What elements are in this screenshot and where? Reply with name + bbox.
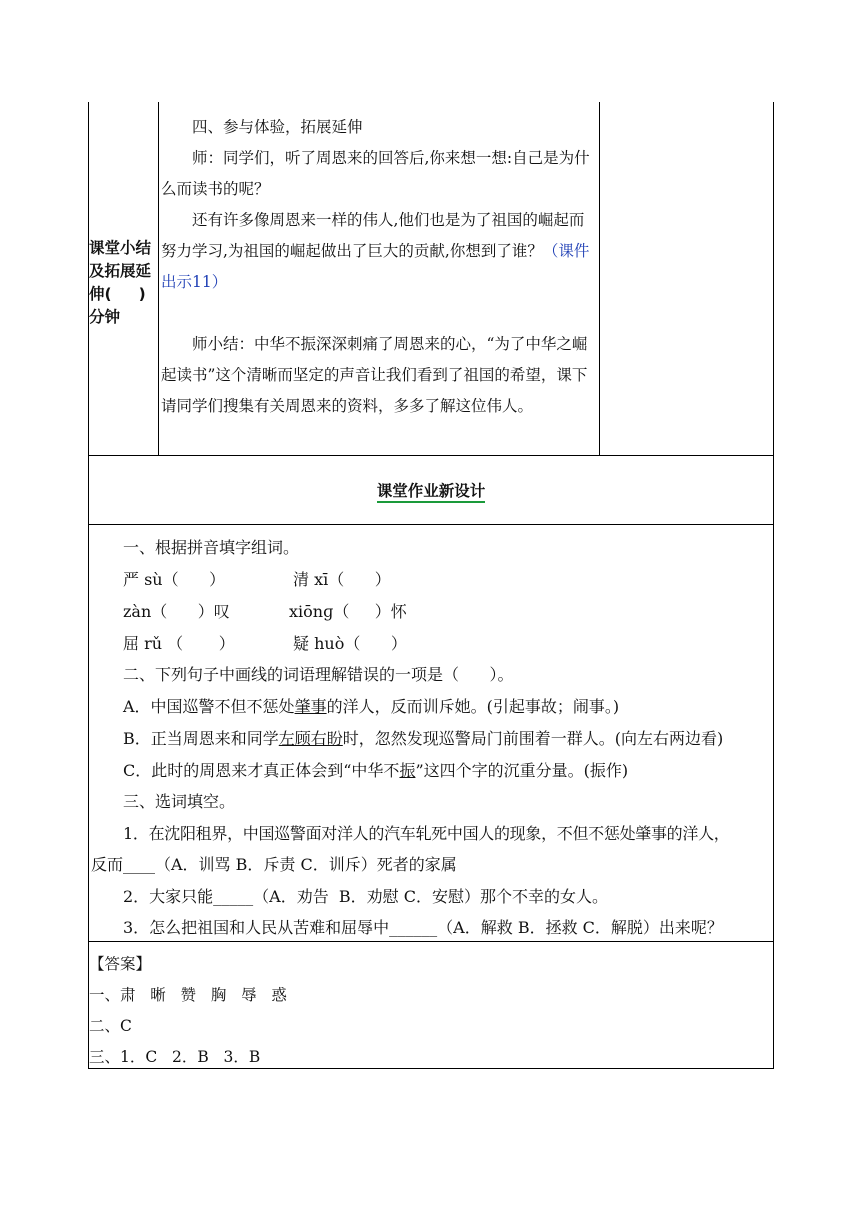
paragraph-text: 还有许多像周恩来一样的伟人,他们也是为了祖国的崛起而努力学习,为祖国的崛起做出了巨大的贡献,你想到了谁？ (161, 211, 585, 260)
homework-title-text: 课堂作业新设计 (377, 482, 486, 503)
stage-label-line: 课堂小结 (89, 239, 152, 257)
option-text: C．此时的周恩来才真正体会到“中华不 (123, 761, 400, 780)
fill-item-2: 2．大家只能_____（A．劝告 B．劝慰 C．安慰）那个不幸的女人。 (123, 887, 608, 906)
answer-2: 二、C (89, 1017, 132, 1035)
courseware-note: （课件出示11） (161, 242, 590, 291)
pinyin-item: zàn（ ）叹 (123, 602, 230, 621)
question-3-title: 三、选词填空。 (123, 792, 236, 811)
great-people-paragraph (161, 205, 597, 298)
stage-label-line: 伸( ) (89, 285, 146, 303)
answer-3: 三、1．C 2．B 3．B (89, 1048, 261, 1066)
underlined-word: 左顾右盼 (278, 729, 343, 748)
spacer (161, 298, 597, 329)
pinyin-item: xiōnɡ（ ）怀 (289, 602, 407, 621)
stage-label-cell (89, 102, 159, 455)
section-heading: 四、参与体验，拓展延伸 (192, 118, 363, 136)
option-text: 时，忽然发现巡警局门前围着一群人。(向左右两边看) (342, 729, 724, 748)
notes-cell (599, 102, 773, 455)
answer-1: 一、肃 晰 赞 胸 辱 惑 (89, 986, 287, 1004)
question-1-title: 一、根据拼音填字组词。 (123, 538, 300, 557)
option-text: 的洋人，反而训斥她。(引起事故；闹事。) (326, 697, 620, 716)
teacher-summary: 师小结：中华不振深深刺痛了周恩来的心，“为了中华之崛起读书”这个清晰而坚定的声音让我们看到了祖国的希望，课下请同学们搜集有关周恩来的资料，多多了解这位伟人。 (161, 335, 588, 415)
answer-title: 【答案】 (89, 955, 152, 973)
stage-label-line: 及拓展延 (89, 262, 152, 280)
homework-cell (88, 525, 774, 942)
option-text: A．中国巡警不但不惩处 (123, 697, 295, 716)
option-b (123, 726, 723, 749)
lesson-content-cell (161, 112, 597, 422)
homework-header-row (88, 456, 774, 525)
answer-cell (88, 942, 774, 1069)
underlined-word: 振 (399, 761, 416, 780)
teacher-question: 师：同学们，听了周恩来的回答后,你来想一想:自己是为什么而读书的呢？ (161, 149, 590, 198)
pinyin-item: 屈 rǔ （ ） (123, 634, 235, 653)
pinyin-item: 严 sù（ ） (123, 570, 226, 589)
stage-label-line: 分钟 (89, 308, 121, 326)
option-text: B．正当周恩来和同学 (123, 729, 279, 748)
option-a (123, 694, 619, 717)
question-2-title: 二、下列句子中画线的词语理解错误的一项是（ ）。 (123, 665, 514, 684)
fill-item-1-cont: 反而____（A．训骂 B．斥责 C．训斥）死者的家属 (91, 855, 457, 874)
stage-label (89, 237, 159, 329)
lesson-summary-row (88, 102, 774, 456)
option-text: ”这四个字的沉重分量。(振作) (415, 761, 629, 780)
option-c (123, 758, 628, 781)
underlined-word: 肇事 (294, 697, 327, 716)
pinyin-item: 清 xī（ ） (293, 570, 391, 589)
pinyin-item: 疑 huò（ ） (293, 634, 407, 653)
homework-section-title (89, 479, 773, 501)
fill-item-1: 1．在沈阳租界，中国巡警面对洋人的汽车轧死中国人的现象，不但不惩处肇事的洋人， (123, 824, 730, 843)
fill-item-3: 3．怎么把祖国和人民从苦难和屈辱中______（A．解救 B．拯救 C．解脱）出来呢？ (123, 918, 723, 937)
